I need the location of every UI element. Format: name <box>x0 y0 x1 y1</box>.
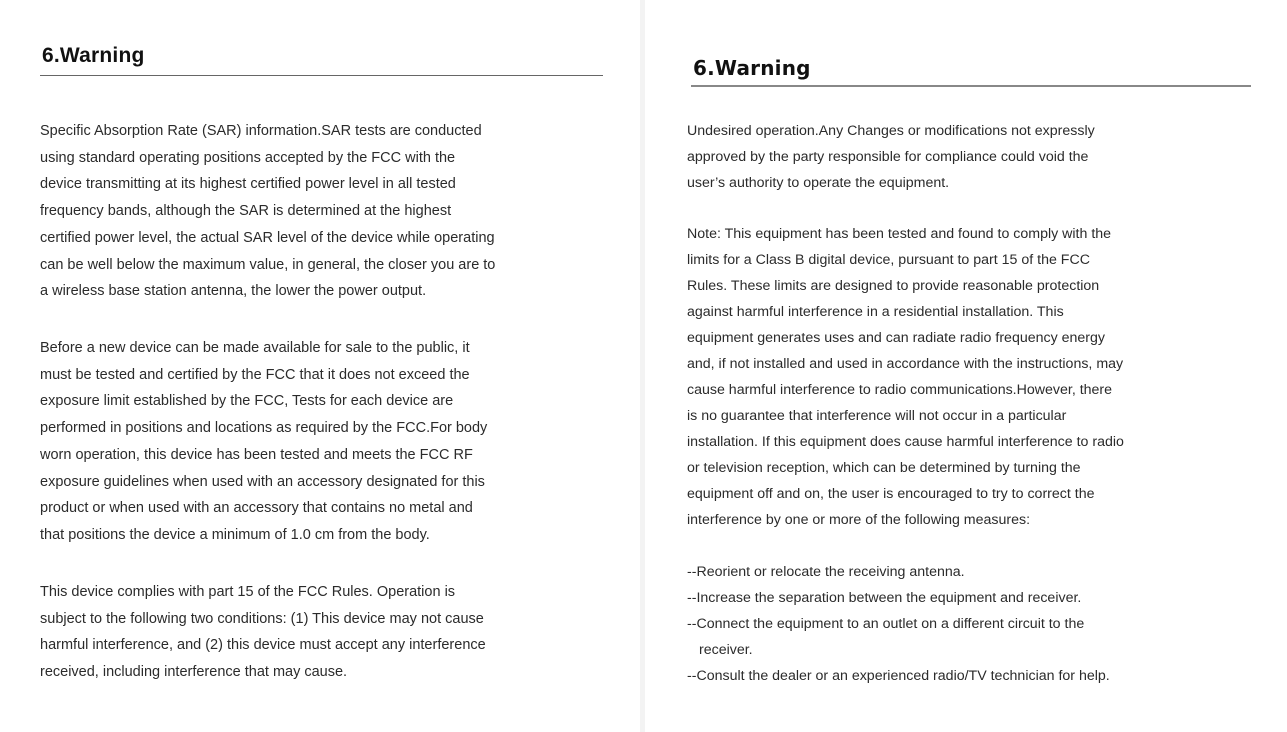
text-line: subject to the following two conditions: (1) This device may not cause <box>40 610 484 627</box>
text-line: is no guarantee that interference will not occur in a particular <box>687 408 1067 424</box>
class-b-note-paragraph <box>687 221 1124 533</box>
text-line: device transmitting at its highest certified power level in all tested <box>40 176 456 193</box>
text-line: user’s authority to operate the equipment. <box>687 175 950 191</box>
text-line: cause harmful interference to radio communications.However, there <box>687 382 1113 398</box>
text-line: and, if not installed and used in accordance with the instructions, may <box>687 356 1124 372</box>
text-line: must be tested and certified by the FCC that it does not exceed the <box>40 366 470 383</box>
measure-item: --Connect the equipment to an outlet on a different circuit to the <box>687 616 1085 632</box>
left-heading-rule <box>40 75 603 76</box>
text-line: product or when used with an accessory that contains no metal and <box>40 500 473 517</box>
right-page <box>645 0 1287 732</box>
interference-measures-list <box>687 559 1110 689</box>
right-page-heading: 6.Warning <box>693 56 811 80</box>
fcc-certification-paragraph <box>40 335 487 549</box>
text-line: using standard operating positions accepted by the FCC with the <box>40 149 456 166</box>
text-line: Rules. These limits are designed to provide reasonable protection <box>687 278 1100 294</box>
text-line: frequency bands, although the SAR is determined at the highest <box>40 203 452 220</box>
measure-item: --Reorient or relocate the receiving antenna. <box>687 564 965 580</box>
text-line: or television reception, which can be determined by turning the <box>687 460 1081 476</box>
text-line: against harmful interference in a residential installation. This <box>687 304 1064 320</box>
measure-item: --Increase the separation between the equipment and receiver. <box>687 590 1082 606</box>
text-line: exposure guidelines when used with an accessory designated for this <box>40 473 485 490</box>
text-line: exposure limit established by the FCC, Tests for each device are <box>40 393 454 410</box>
text-line: Note: This equipment has been tested and found to comply with the <box>687 226 1112 242</box>
text-line: can be well below the maximum value, in general, the closer you are to <box>40 256 496 273</box>
text-line: limits for a Class B digital device, pursuant to part 15 of the FCC <box>687 252 1090 268</box>
measure-item-continuation: receiver. <box>699 642 753 658</box>
measure-item: --Consult the dealer or an experienced radio/TV technician for help. <box>687 668 1110 684</box>
text-line: certified power level, the actual SAR level of the device while operating <box>40 229 495 246</box>
modifications-paragraph <box>687 118 1095 196</box>
text-line: harmful interference, and (2) this device must accept any interference <box>40 637 486 654</box>
text-line: worn operation, this device has been tested and meets the FCC RF <box>40 446 473 463</box>
text-line: Specific Absorption Rate (SAR) information.SAR tests are conducted <box>40 123 482 139</box>
text-line: equipment generates uses and can radiate radio frequency energy <box>687 330 1106 346</box>
left-page <box>0 0 640 732</box>
text-line: interference by one or more of the following measures: <box>687 512 1031 528</box>
text-line: Undesired operation.Any Changes or modifications not expressly <box>687 123 1095 139</box>
right-heading-rule <box>691 85 1251 87</box>
text-line: a wireless base station antenna, the lower the power output. <box>40 283 427 300</box>
text-line: received, including interference that may cause. <box>40 664 348 681</box>
text-line: equipment off and on, the user is encouraged to try to correct the <box>687 486 1095 502</box>
sar-paragraph <box>40 118 495 305</box>
left-page-heading: 6.Warning <box>42 44 145 67</box>
text-line: performed in positions and locations as required by the FCC.For body <box>40 420 488 437</box>
text-line: This device complies with part 15 of the FCC Rules. Operation is <box>40 584 456 600</box>
text-line: Before a new device can be made available for sale to the public, it <box>40 340 470 356</box>
fcc-compliance-paragraph <box>40 579 486 686</box>
text-line: that positions the device a minimum of 1.0 cm from the body. <box>40 526 430 543</box>
text-line: installation. If this equipment does cause harmful interference to radio <box>687 434 1124 450</box>
text-line: approved by the party responsible for compliance could void the <box>687 149 1089 165</box>
